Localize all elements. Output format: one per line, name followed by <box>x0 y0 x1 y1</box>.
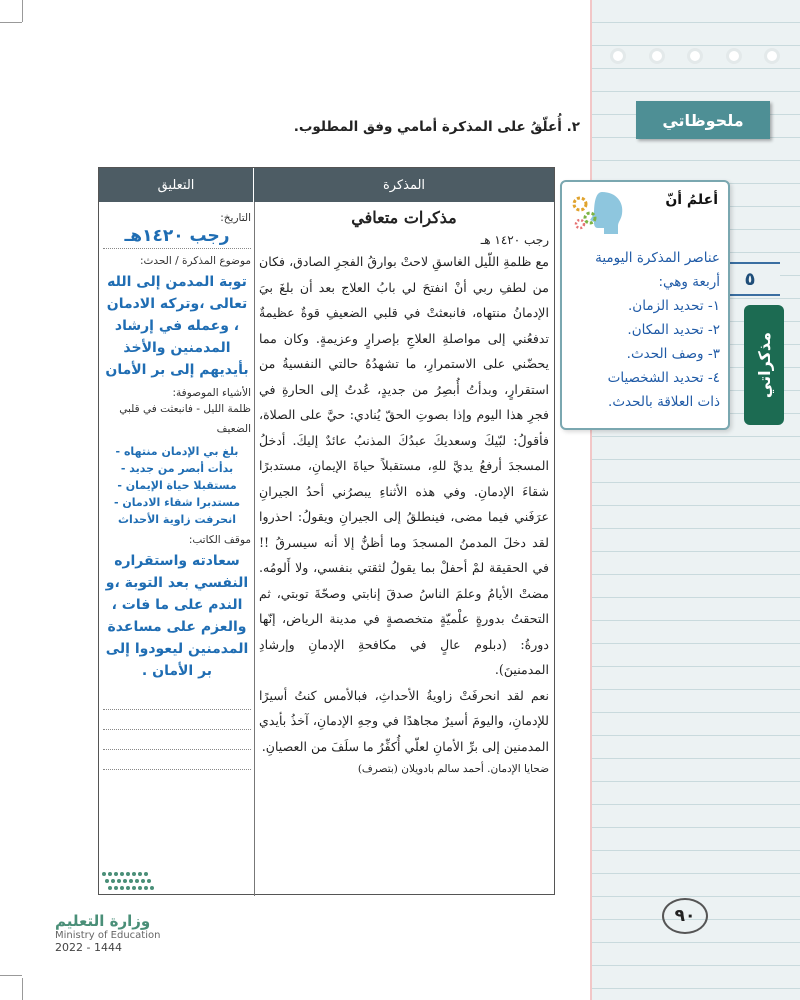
lesson-title-tab <box>744 305 784 425</box>
notebook-rings <box>610 48 780 68</box>
ring-hole <box>726 48 742 64</box>
know-intro: عناصر المذكرة اليومية <box>595 250 720 266</box>
notebook-panel <box>590 0 800 1000</box>
dotted-line <box>103 690 251 710</box>
crop-mark <box>0 22 22 23</box>
lesson-title: مذكراتي <box>754 331 774 399</box>
know-intro: أربعة وهي: <box>658 274 720 290</box>
know-item: ٣- وصف الحدث. <box>626 346 720 362</box>
know-item: ٢- تحديد المكان. <box>627 322 720 338</box>
question-text: ٢. أُعلّقُ على المذكرة أمامي وفق المطلوب. <box>293 119 580 135</box>
ministry-name-en: Ministry of Education <box>55 930 161 941</box>
date-answer[interactable]: رجب ١٤٢٠هـ <box>103 226 251 249</box>
header-comment: التعليق <box>99 168 254 202</box>
lesson-number: ٥ <box>718 262 780 296</box>
memo-title: مذكرات متعافي <box>351 208 457 227</box>
ministry-branding <box>55 912 215 954</box>
know-body <box>564 246 720 414</box>
know-item: ٤- تحديد الشخصيات <box>607 370 720 386</box>
dotted-line <box>103 730 251 750</box>
memo-paragraph: مع ظلمةِ اللّيل الغاسقِ لاحتْ بوارقُ الفجرِ الصادق، فكان من لطفِ ربي أنْ انفتحَ لي بابُ العلاج بعد أن بلغَ بيَ الإدمانُ منتهاه، فانبعثتْ في قلبي الضعيفِ قوةٌ عظيمةٌ تدفعُني إلى مواصلةِ العلاجِ بإصرارٍ وعزيمةٍ. وكان مما يحضّني على الاستمرارِ، ما تشهدُهُ حالتي النفسيةُ من استقرارٍ، وبدأتُ أُبصِرُ من جديدٍ، عُدتُ إلى الحارةِ في فجرِ هذا اليوم وإذا بصوتِ الحقّ يُنادي: حيَّ على الصلاة، فأقولُ: لبّيكَ وسعديكَ عبدُكَ المذنبُ عائدٌ إليكَ. أدخلُ المسجدَ أرفعُ يديَّ للهِ، مستقبلاً حياةَ الإيمانِ، مستدبرًا شقاءَ الإدمانِ. وفي هذه الأثناءِ يبصرُني أحدُ الجيرانِ عرَفَني فيما مضى، فينطلقُ إلى الجيرانِ ويقولُ: احذروا لقد دخلَ المدمنُ المسجدَ وما أظنُّ إلا أنه سيسرقُ !! في الحقيقة لمْ أحفلْ بما يقولُ لثقتي بنفسي، ولا أَلومُه. مضتْ الأيامُ وعلمَ الناسُ صدقَ إنابتي وصحّةَ توبتي، ثم التحقتُ بدورةٍ علْميّةٍ متخصصةٍ في مدينة الرياض، إنّها دورةُ: (دبلوم عالٍ في مكافحةِ الإدمانِ وإرشادِ المدمنينَ). <box>259 254 549 677</box>
blank-answer-lines <box>103 690 251 770</box>
dotted-line <box>103 710 251 730</box>
notes-tab: ملحوظاتي <box>636 101 770 139</box>
memo-source: ضحايا الإدمان. أحمد سالم بادويلان (بتصرف) <box>357 763 549 775</box>
crop-mark <box>0 975 22 976</box>
ring-hole <box>649 48 665 64</box>
header-memo: المذكرة <box>382 177 426 193</box>
notebook-margin-line <box>590 0 592 1000</box>
know-box <box>560 180 730 430</box>
crop-mark <box>22 978 23 1000</box>
know-item: ذات العلاقة بالحدث. <box>608 394 720 410</box>
table-header <box>99 168 554 202</box>
comment-column <box>103 206 251 891</box>
edition-year: 2022 - 1444 <box>55 941 122 954</box>
memo-column <box>259 206 549 891</box>
column-divider <box>254 202 255 896</box>
topic-label: موضوع المذكرة / الحدث: <box>139 255 251 267</box>
dotted-line <box>103 750 251 770</box>
ring-hole <box>764 48 780 64</box>
page-number: ٩٠ <box>662 898 708 934</box>
stance-label: موقف الكاتب: <box>188 534 251 546</box>
ring-hole <box>610 48 626 64</box>
memo-paragraph: نعم لقد انحرفَتْ زاويةُ الأحداثِ، فبالأمس كنتُ أسيرًا للإدمانِ، واليومَ أسيرٌ مجاهدًا في وجهِ الإدمانِ، آخذُ بأيدي المدمنين إلى برِّ الأمانِ لعلّي أُكفِّرُ ما سلَفَ من العصيانِ. <box>259 687 549 754</box>
memo-date: رجب ١٤٢٠ هـ <box>480 233 549 247</box>
crop-mark <box>22 0 23 22</box>
described-printed: ظلمة الليل - فانبعثت في قلبي الضعيف <box>119 403 251 435</box>
ministry-name-ar: وزارة التعليم <box>55 912 151 930</box>
head-gears-icon <box>568 188 628 238</box>
topic-answer[interactable]: توبة المدمن إلى الله تعالى ،وتركه الادمان ، وعمله في إرشاد المدمنين والأخذ بأيديهم إلى بر الأمان <box>105 274 249 378</box>
memo-table <box>98 167 555 895</box>
date-label: التاريخ: <box>220 212 251 224</box>
ring-hole <box>687 48 703 64</box>
stance-answer[interactable]: سعادته واستقراره النفسي بعد التوبة ،و الندم على ما فات ، والعزم على مساعدة المدمنين ليعودوا إلى بر الأمان . <box>105 553 249 679</box>
know-title: أعلمُ أنّ <box>665 192 718 208</box>
described-label: الأشياء الموصوفة: <box>172 387 251 399</box>
know-item: ١- تحديد الزمان. <box>628 298 720 314</box>
ministry-logo-icon <box>100 868 158 898</box>
described-answer[interactable]: بلغ بي الإدمان منتهاه - بدأت أبصر من جديد - مستقبلا حياة الإيمان - مستدبرا شقاء الادمان - انحرفت زاوية الأحداث <box>113 445 241 526</box>
